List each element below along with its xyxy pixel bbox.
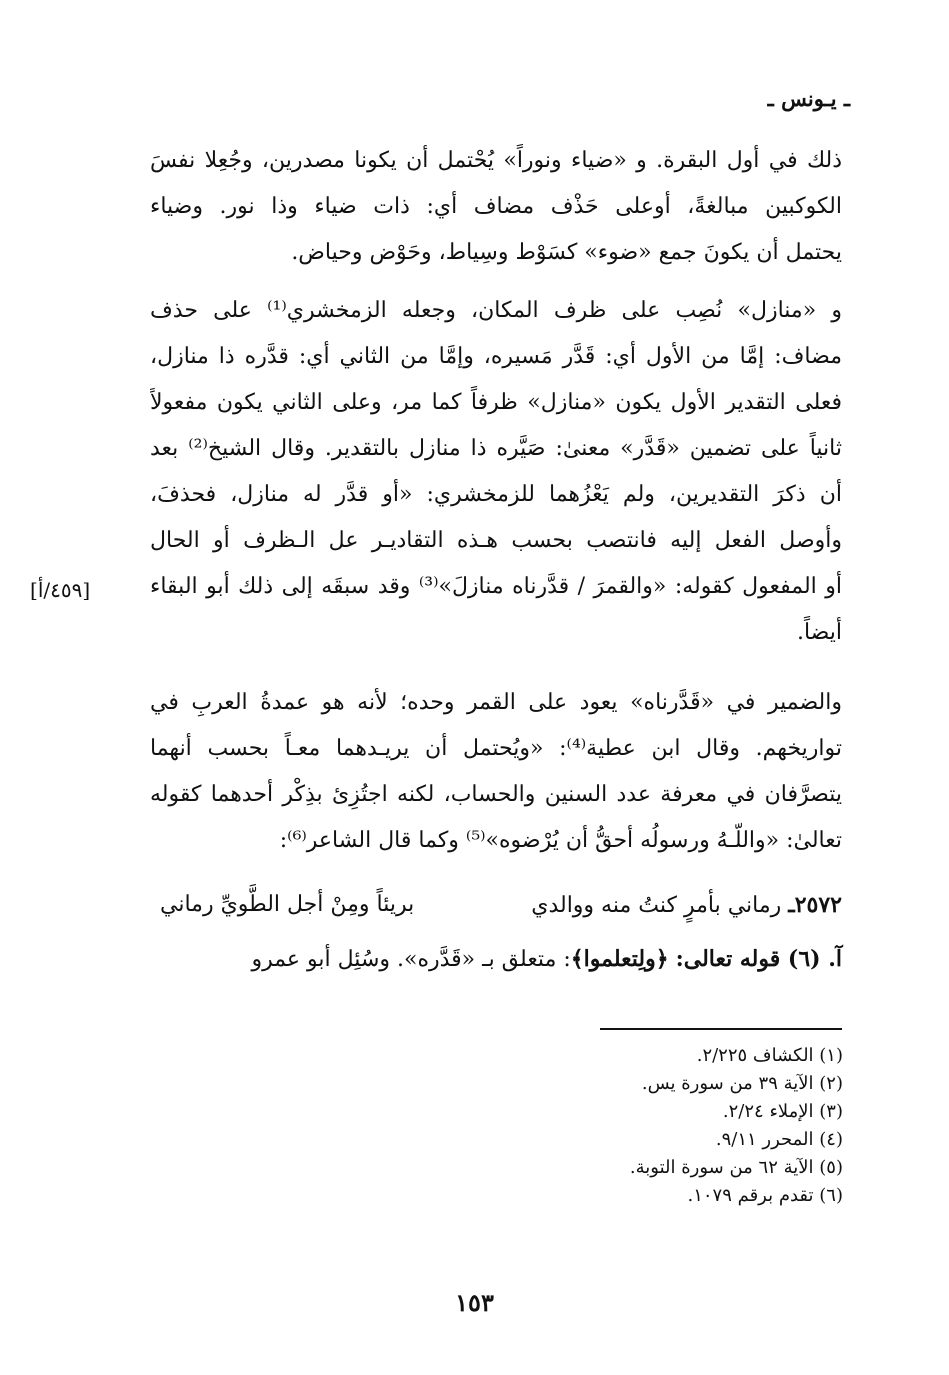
poetry-verse [150, 882, 842, 929]
footnote: (٤) المحرر ٩/١١. [715, 1129, 843, 1150]
text-line: مضاف: إمَّا من الأول أي: قَدَّر مَسيره، وإمَّا من الثاني أي: قدَّره ذا منازل، [150, 344, 842, 369]
text-line: تواريخهم. وقال ابن عطية⁽⁴⁾: «ويُحتمل أن يريـدهما معـاً بحسب أنهما [150, 736, 842, 761]
footnote: (٢) الآية ٣٩ من سورة يس. [641, 1073, 843, 1094]
text-line: وأوصل الفعل إليه فانتصب بحسب هـذه التقاديـر عل الـظرف أو الحال [150, 528, 842, 553]
text-line: أو المفعول كقوله: «والقمرَ / قدَّرناه منازلَ»⁽³⁾ وقد سبقَه إلى ذلك أبو البقاء [150, 574, 842, 599]
text-line: يتصرَّفان في معرفة عدد السنين والحساب، لكنه اجتُزِئ بذِكْر أحدهما كقوله [150, 782, 842, 807]
footnote-separator [600, 1028, 842, 1030]
text-line: والضمير في «قَدَّرناه» يعود على القمر وحده؛ لأنه هو عمدةُ العربِ في [150, 690, 842, 715]
margin-folio-reference: [٤٥٩/أ] [30, 578, 91, 602]
text-line: تعالىٰ: «واللّـهُ ورسولُه أحقُّ أن يُرْضوه»⁽⁵⁾ وكما قال الشاعر⁽⁶⁾: [279, 828, 842, 853]
footnotes [630, 1042, 843, 1210]
text-line: ذلك في أول البقرة. و «ضياء ونوراً» يُحْتمل أن يكونا مصدرين، وجُعِلا نفسَ [150, 148, 842, 173]
verse-first-hemistich: رماني بأمرٍ كنتُ منه ووالدي [531, 893, 782, 918]
text-line: الكوكبين مبالغةً، أوعلى حَذْف مضاف أي: ذات ضياء وذا نور. وضياء [150, 194, 842, 219]
verse-second-hemistich: بريئاً ومِنْ أجل الطَّويِّ رماني [160, 892, 415, 917]
footnote: (٦) تقدم برقم ١٠٧٩. [687, 1185, 843, 1206]
verse-first-half [531, 882, 842, 929]
text-line: و «منازل» نُصِب على ظرف المكان، وجعله الزمخشري⁽¹⁾ على حذف [150, 298, 842, 323]
paragraph-1 [150, 138, 842, 276]
running-header: ـ يـونس ـ [767, 86, 850, 111]
text-line: فعلى التقدير الأول يكون «منازل» ظرفاً كما مر، وعلى الثاني يكون مفعولاً [150, 390, 842, 415]
page-number: ١٥٣ [455, 1288, 494, 1317]
text-line: أيضاً. [796, 620, 842, 645]
text-line: أن ذكرَ التقديرين، ولم يَعْزُهما للزمخشري: «أو قدَّر له منازل، فحذفَ، [150, 482, 842, 507]
text-line: يحتمل أن يكونَ جمع «ضوء» كسَوْط وسِياط، وحَوْض وحياض. [291, 240, 842, 265]
text-line: ثانياً على تضمين «قَدَّر» معنىٰ: صَيَّره ذا منازل بالتقدير. وقال الشيخ⁽²⁾ بعد [150, 436, 842, 461]
continuation-suffix: : متعلق بـ «قَدَّره». وسُئِل أبو عمرو [251, 947, 571, 972]
continuation-line [150, 936, 842, 983]
footnote: (١) الكشاف ٢/٢٢٥. [696, 1045, 843, 1066]
verse-number: ٢٥٧٢ـ [788, 892, 842, 918]
continuation-prefix: آ. (٦) قوله تعالى: [675, 946, 842, 972]
footnote: (٥) الآية ٦٢ من سورة التوبة. [629, 1157, 843, 1178]
paragraph-2 [150, 288, 842, 656]
quran-quote: ﴿ولِتعلموا﴾ [570, 946, 669, 972]
paragraph-3 [150, 680, 842, 864]
footnote: (٣) الإملاء ٢/٢٤. [722, 1101, 843, 1122]
